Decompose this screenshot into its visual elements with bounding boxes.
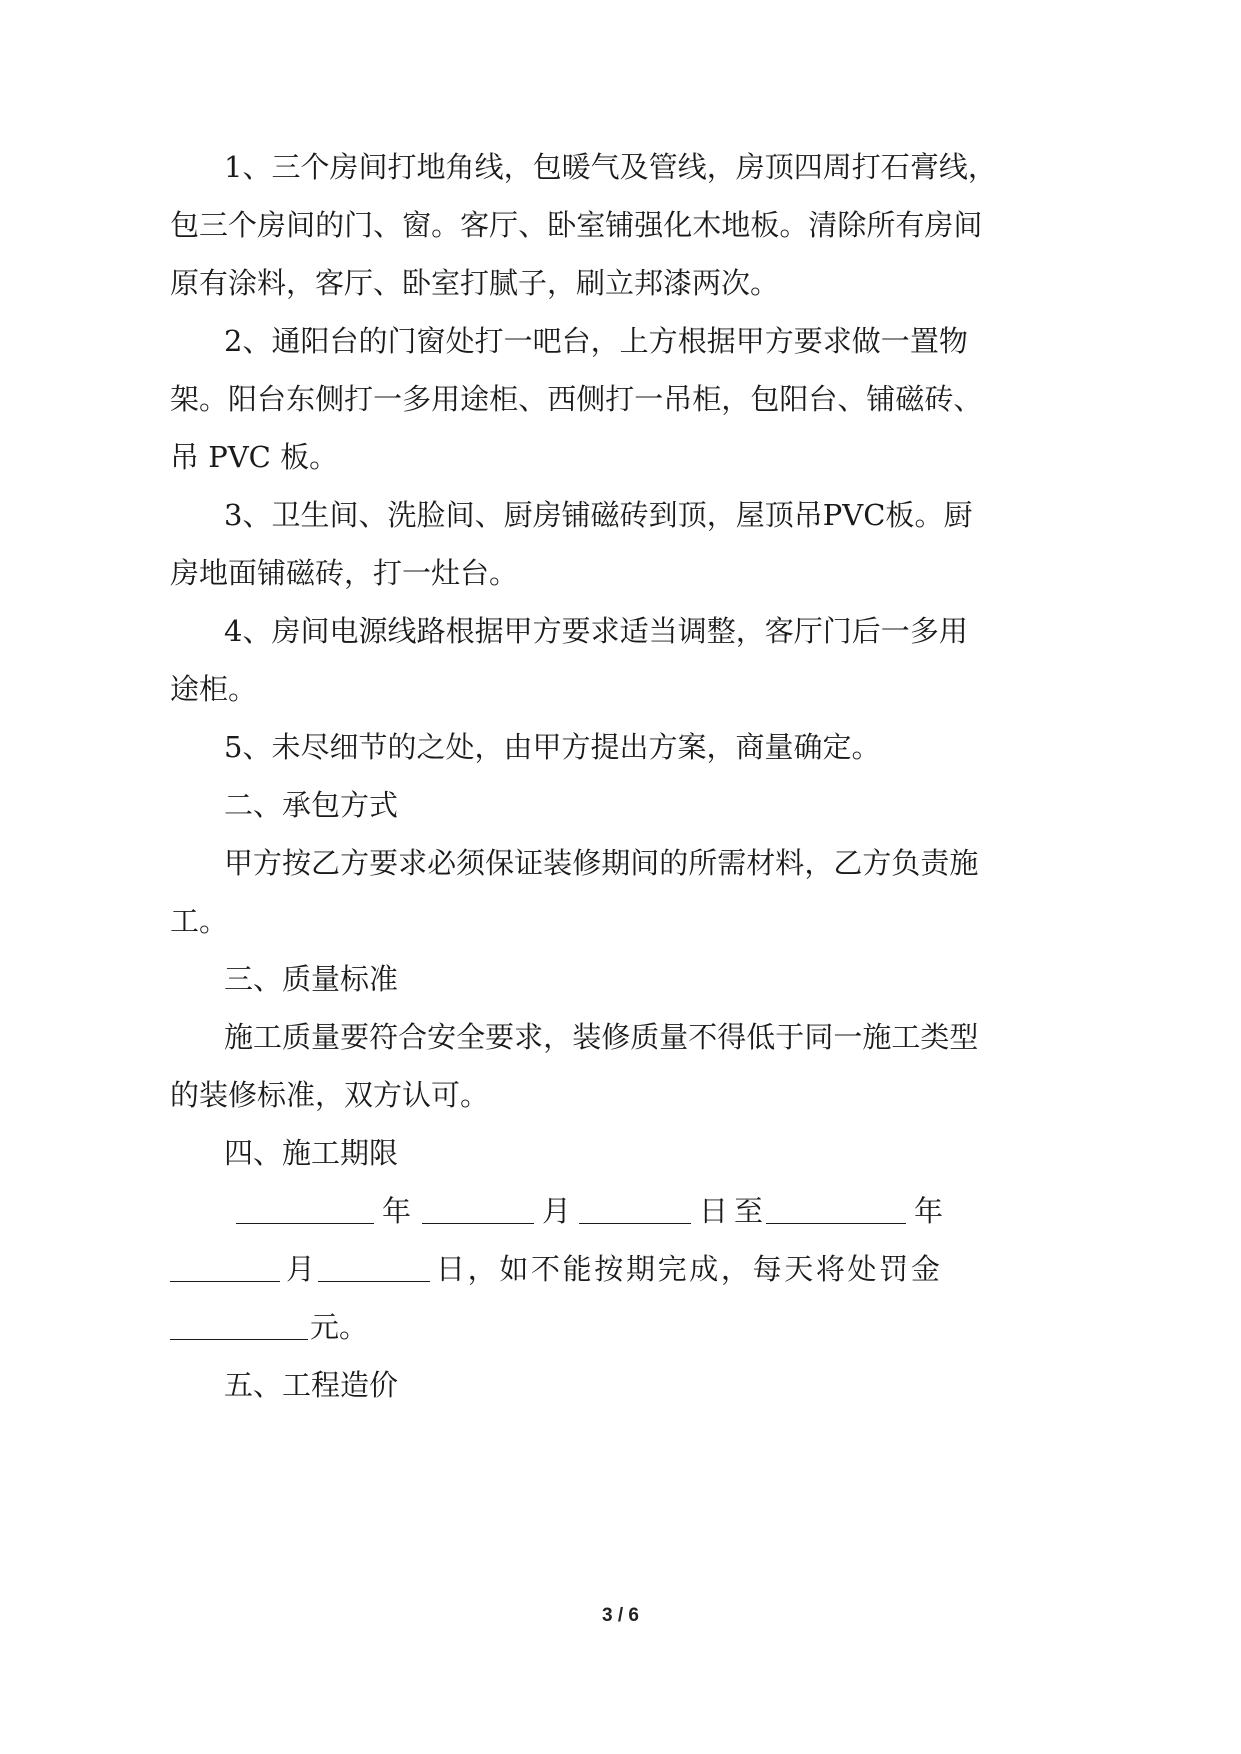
yuan-label: 元。 <box>310 1310 369 1344</box>
year-label-2: 年 <box>914 1194 944 1228</box>
paragraph-4-line-2: 途柜。 <box>170 672 258 706</box>
blank-end-month <box>170 1251 280 1282</box>
blank-start-day <box>579 1193 691 1224</box>
paragraph-3-line-1: 3 、 卫 生 间 、 洗 脸 间 、 厨 房 铺 磁 砖 到 顶 ， 屋 顶 吊 PVC 板 。 厨 <box>224 498 973 532</box>
day-to-label: 日至 <box>699 1194 770 1228</box>
month-label-2: 月 <box>286 1252 316 1286</box>
month-label-1: 月 <box>542 1194 572 1228</box>
paragraph-4-line-1: 4 、 房 间 电 源 线 路 根 据 甲 方 要 求 适 当 调 整 ， 客 厅 门 后 一 多 用 <box>224 614 968 648</box>
section-4-heading: 四、施工期限 <box>224 1136 399 1170</box>
blank-start-year <box>236 1193 374 1224</box>
blank-start-month <box>422 1193 534 1224</box>
section-2-heading: 二、承包方式 <box>224 788 399 822</box>
paragraph-1-line-3: 原有涂料，客厅、卧室打腻子，刷立邦漆两次。 <box>170 266 780 300</box>
section-3-heading: 三、质量标准 <box>224 962 399 996</box>
section-3-line-2: 的装修标准，双方认可。 <box>170 1078 490 1112</box>
paragraph-3-line-2: 房地面铺磁砖，打一灶台。 <box>170 556 519 590</box>
blank-end-day <box>318 1251 430 1282</box>
blank-penalty-amount <box>170 1309 308 1340</box>
paragraph-1-line-1: 1 、 三 个 房 间 打 地 角 线 ， 包 暖 气 及 管 线 ， 房 顶 四 周 打 石 膏 线 ， <box>224 150 997 184</box>
section-2-line-1: 甲 方 按 乙 方 要 求 必 须 保 证 装 修 期 间 的 所 需 材 料 ， 乙 方 负 责 施 <box>224 846 979 880</box>
section-5-heading: 五、工程造价 <box>224 1368 399 1402</box>
paragraph-2-line-3: 吊 PVC 板。 <box>170 440 339 474</box>
penalty-text: 日 ， 如 不 能 按 期 完 成 ， 每 天 将 处 罚 金 <box>436 1252 940 1286</box>
paragraph-1-line-2: 包 三 个 房 间 的 门 、 窗 。 客 厅 、 卧 室 铺 强 化 木 地 板 。 清 除 所 有 房 间 <box>170 208 983 242</box>
page-number: 3 / 6 <box>602 1605 639 1626</box>
section-2-line-2: 工。 <box>170 904 229 938</box>
paragraph-2-line-2: 架 。 阳 台 东 侧 打 一 多 用 途 柜 、 西 侧 打 一 吊 柜 ， 包 阳 台 、 铺 磁 砖 、 <box>170 382 983 416</box>
blank-end-year <box>766 1193 906 1224</box>
section-3-line-1: 施 工 质 量 要 符 合 安 全 要 求 ， 装 修 质 量 不 得 低 于 同 一 施 工 类 型 <box>224 1020 979 1054</box>
paragraph-2-line-1: 2 、 通 阳 台 的 门 窗 处 打 一 吧 台 ， 上 方 根 据 甲 方 要 求 做 一 置 物 <box>224 324 968 358</box>
year-label-1: 年 <box>382 1194 412 1228</box>
paragraph-5: 5、未尽细节的之处，由甲方提出方案，商量确定。 <box>224 730 881 764</box>
